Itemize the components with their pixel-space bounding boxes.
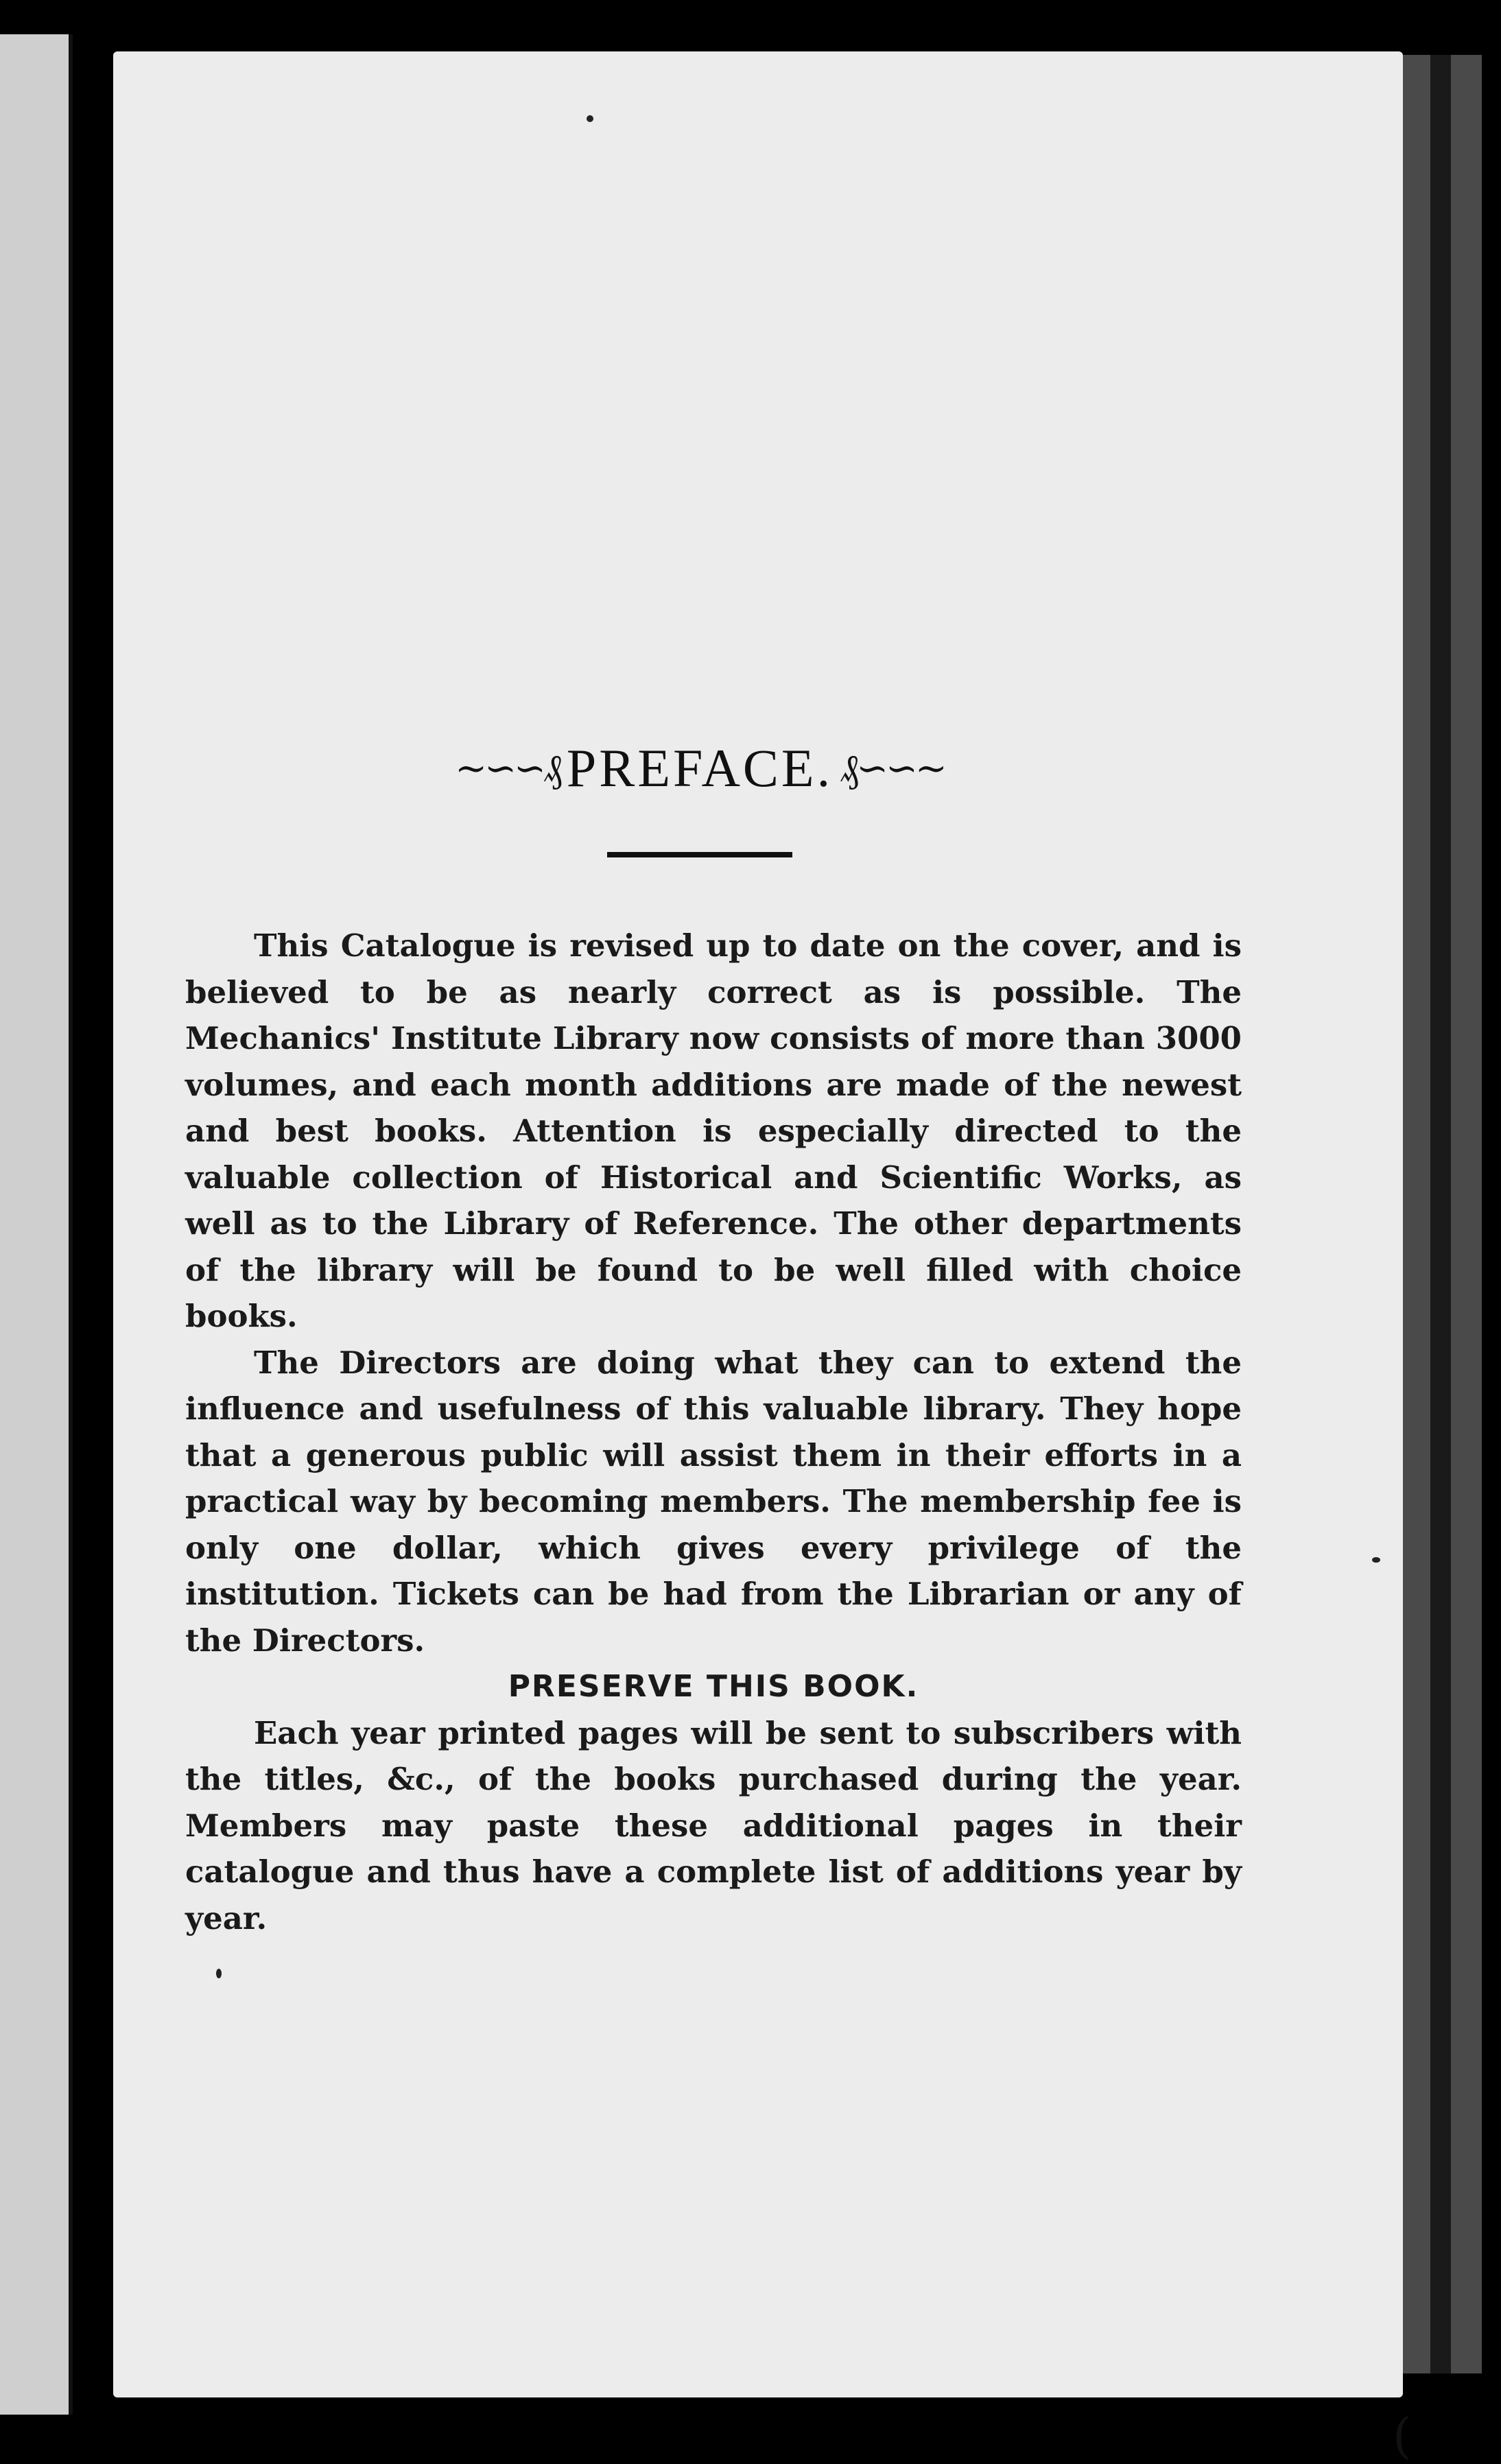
notice-heading: PRESERVE THIS BOOK. (508, 1669, 919, 1704)
ink-speck (216, 1969, 222, 1978)
preface-body (185, 923, 1242, 1941)
book-binding-edge (1403, 55, 1482, 2373)
ink-speck (1372, 1557, 1380, 1563)
preface-heading (398, 727, 1002, 809)
page-corner-mark: ( (1393, 2408, 1412, 2464)
title-divider (607, 852, 792, 857)
notice-paragraph: Each year printed pages will be sent to subscribers with the titles, &c., of the books purchased during the year. Members may paste these additional pages in their catalogue and thus have a complete list of additions year by year. (185, 1714, 1242, 1936)
preface-paragraph-1: This Catalogue is revised up to date on the cover, and is believed to be as nearly correct as is possible. The Mechanics' Institute Library now consists of more than 3000 volumes, and each month additions are made of the newest and best books. Attention is especially directed to the valuable collection of Historical and Scientific Works, as well as to the Library of Reference. The other departments of the library will be found to be well filled with choice books. (185, 927, 1242, 1334)
right-flourish-ornament: ₰∽∽~ (840, 746, 945, 791)
left-flourish-ornament: ~∽∽₰ (455, 746, 560, 791)
preface-paragraph-2: The Directors are doing what they can to extend the influence and usefulness of this valuable library. They hope that a generous public will assist them in their efforts in a practical way by becoming members. The membership fee is only one dollar, which gives every privilege of the institution. Tickets can be had from the Librarian or any of the Directors. (185, 1344, 1242, 1659)
ink-speck (587, 115, 593, 122)
previous-page-edge (0, 34, 73, 2415)
page-title: PREFACE. (566, 738, 834, 798)
